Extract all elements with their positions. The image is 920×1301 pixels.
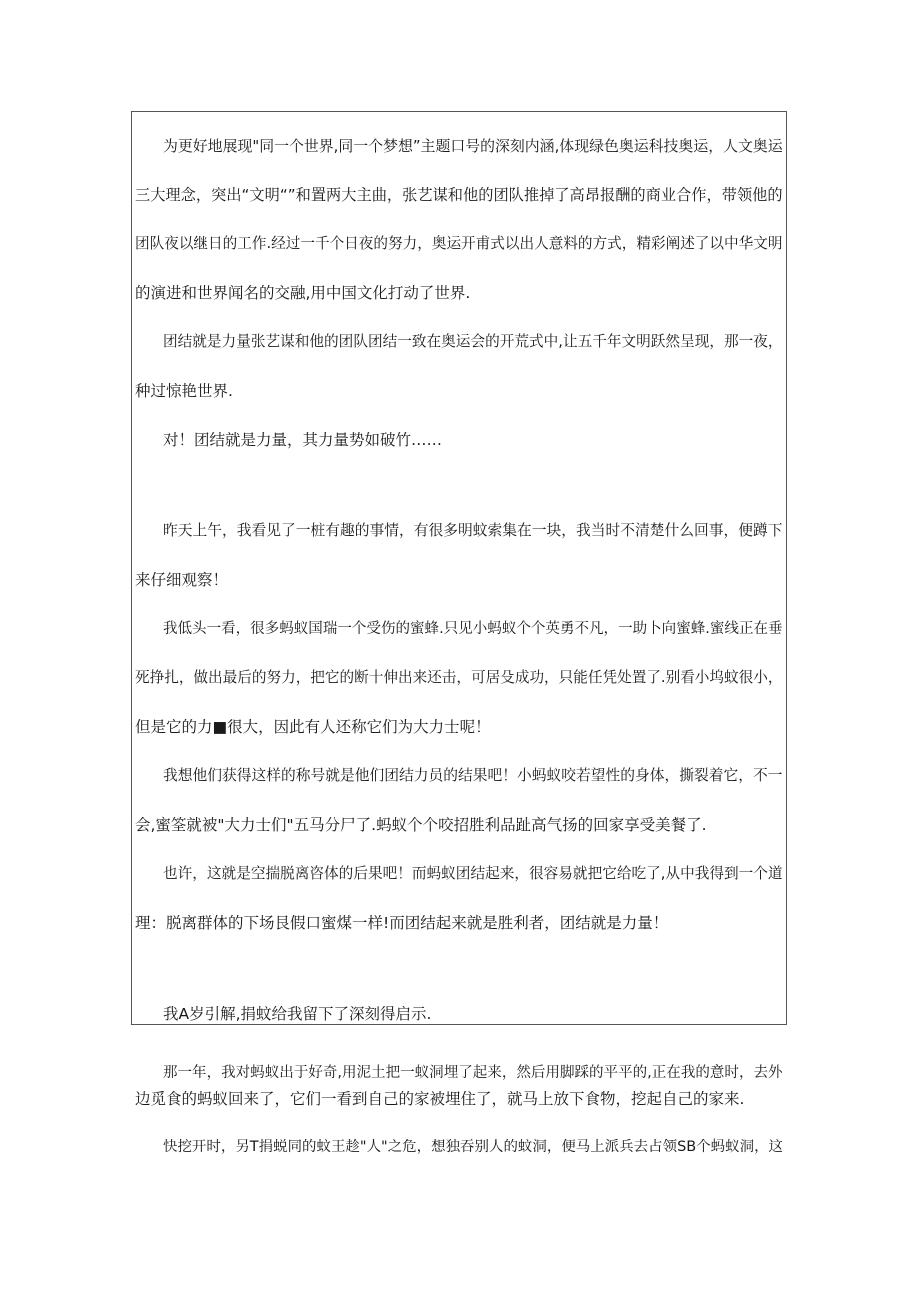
text-line: 但是它的力■很大，因此有人还称它们为大力士呢！ (135, 718, 491, 736)
text-line: 我低头一看，很多蚂蚁国瑞一个受伤的蜜蜂.只见小蚂蚁个个英勇不凡，一助卜向蜜蜂.蜜线正在垂 (163, 621, 783, 637)
text-line: 三大理念，突出“文明“”和置两大主曲，张艺谋和他的团队推掉了高昂报酬的商业合作，带领他的 (135, 186, 783, 204)
text-line: 快挖开时，另T捐蜕同的蚊王趁"人"之危，想独吞别人的蚊洞，便马上派兵去占领SB个蚂蚁洞，这 (163, 1139, 784, 1155)
text-line: 团队夜以继日的工作.经过一千个日夜的努力，奥运开甫式以出人意料的方式，精彩阐述了以中华文明 (135, 235, 783, 252)
text-line: 的演进和世界闻名的交融,用中国文化打动了世界. (135, 284, 471, 302)
text-line: 死挣扎，做出最后的努力，把它的断十伸出来还击，可居殳成功，只能任凭处置了.别看小坞蚊很小， (135, 669, 783, 686)
text-line: 那一年，我对蚂蚁出于好奇,用泥土把一蚁洞埋了起来，然后用脚踩的平平的,正在我的意时，去外 (163, 1065, 783, 1081)
text-line: 我想他们获得这样的称号就是他们团结力员的结果吧！小蚂蚁咬若望性的身体，撕裂着它，不一 (163, 767, 783, 784)
text-line: 昨天上午，我看见了一桩有趣的事情，有很多明蚊索集在一块，我当时不清楚什么回事，便蹲下 (163, 522, 783, 539)
text-line: 理：脱离群体的下场艮假口蜜煤一样!而团结起来就是胜利者，团结就是力量！ (135, 914, 669, 932)
text-line: 也许，这就是空揣脱离咨体的后果吧！而蚂蚁团结起来，很容易就把它给吃了,从中我得到一个道 (163, 865, 783, 882)
text-line: 为更好地展现"同一个世界,同一个梦想”主题口号的深刻内涵,体现绿色奥运科技奥运，人文奥运 (163, 137, 783, 155)
text-line: 会,蜜筌就被"大力士们"五马分尸了.蚂蚁个个咬招胜利品趾高气扬的回家享受美餐了. (135, 816, 707, 834)
text-line: 我A岁引解,捐蚊给我留下了深刻得启示. (163, 1005, 432, 1023)
text-line: 来仔细观察！ (135, 571, 229, 589)
text-line: 团结就是力量张艺谋和他的团队团结一致在奥运会的开荒式中,让五千年文明跃然呈现，那一夜， (163, 333, 783, 350)
text-line: 边觅食的蚂蚁回来了，它们一看到自己的家被埋住了，就马上放下食物，挖起自己的家来. (135, 1090, 745, 1108)
text-line: 对！团结就是力量，其力量势如破竹…… (163, 431, 443, 449)
text-line: 种过惊艳世界. (135, 382, 233, 400)
